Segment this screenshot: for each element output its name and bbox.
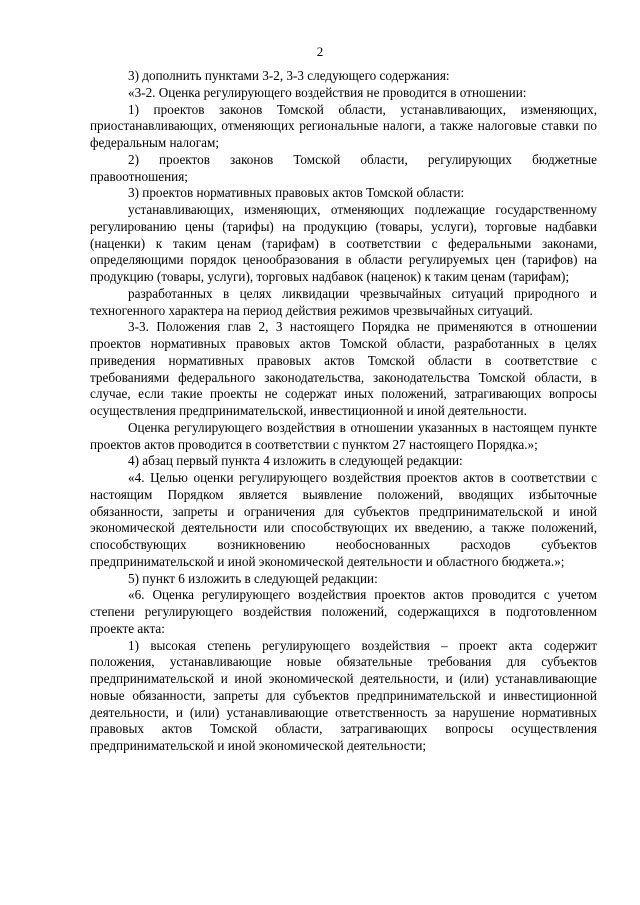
paragraph: 3) дополнить пунктами 3-2, 3-3 следующего содержания:	[128, 68, 450, 83]
paragraph: Оценка регулирующего воздействия в отношении указанных в настоящем пункте проектов актов проводится в соответствии с пунктом 27 настоящего Порядка.»;	[90, 419, 597, 452]
page-number: 2	[316, 44, 324, 59]
paragraph: 5) пункт 6 изложить в следующей редакции:	[128, 570, 378, 586]
paragraph: разработанных в целях ликвидации чрезвычайных ситуаций природного и техногенного характера на период действия режимов чрезвычайных ситуаций.	[90, 285, 597, 318]
paragraph: устанавливающих, изменяющих, отменяющих подлежащие государственному регулированию цены (тарифы) на продукцию (товары, услуги), торговые надбавки (наценки) к таким ценам (тарифам) в соответствии с федеральными законами, определяющими порядок ценообразования в области регулируемых цен (тарифов) на продукцию (товары, услуги), торговых надбавок (наценок) к таким ценам (тарифам);	[90, 202, 597, 284]
paragraph: «4. Целью оценки регулирующего воздействия проектов актов в соответствии с настоящим Порядком является выявление положений, вводящих избыточные обязанности, запреты и ограничения для субъектов предпринимательской и иной экономической деятельности или способствующих их введению, а также положений, способствующих возникновению необоснованных расходов субъектов предпринимательской и иной экономической деятельности и областного бюджета.»;	[90, 470, 597, 569]
paragraph: 2) проектов законов Томской области, регулирующих бюджетные правоотношения;	[90, 151, 597, 184]
paragraph: 1) проектов законов Томской области, устанавливающих, изменяющих, приостанавливающих, отменяющих региональные налоги, а также налоговые ставки по федеральным налогам;	[90, 101, 597, 150]
paragraph: 3) проектов нормативных правовых актов Томской области:	[128, 185, 465, 201]
paragraph: «6. Оценка регулирующего воздействия проектов актов проводится с учетом степени регулирующего воздействия положений, содержащихся в подготовленном проекте акта:	[90, 587, 597, 636]
paragraph: 3-3. Положения глав 2, 3 настоящего Порядка не применяются в отношении проектов нормативных правовых актов Томской области, разработанных в целях приведения нормативных правовых актов Томской области в соответствие с требованиями федерального законодательства, законодательства Томской области, в случае, если такие проекты не содержат иных положений, затрагивающих вопросы осуществления предпринимательской, инвестиционной и иной деятельности.	[90, 319, 597, 418]
document-body	[90, 68, 597, 755]
paragraph: 4) абзац первый пункта 4 изложить в следующей редакции:	[128, 453, 463, 469]
paragraph: 1) высокая степень регулирующего воздействия – проект акта содержит положения, устанавливающие новые обязательные требования для субъектов предпринимательской и иной экономической деятельности, и (или) устанавливающие новые обязанности, запреты для субъектов предпринимательской и инвестиционной деятельности, и (или) устанавливающие ответственность за нарушение нормативных правовых актов Томской области, затрагивающих вопросы осуществления предпринимательской и иной экономической деятельности;	[90, 637, 597, 753]
paragraph: «3-2. Оценка регулирующего воздействия не проводится в отношении:	[128, 84, 527, 100]
